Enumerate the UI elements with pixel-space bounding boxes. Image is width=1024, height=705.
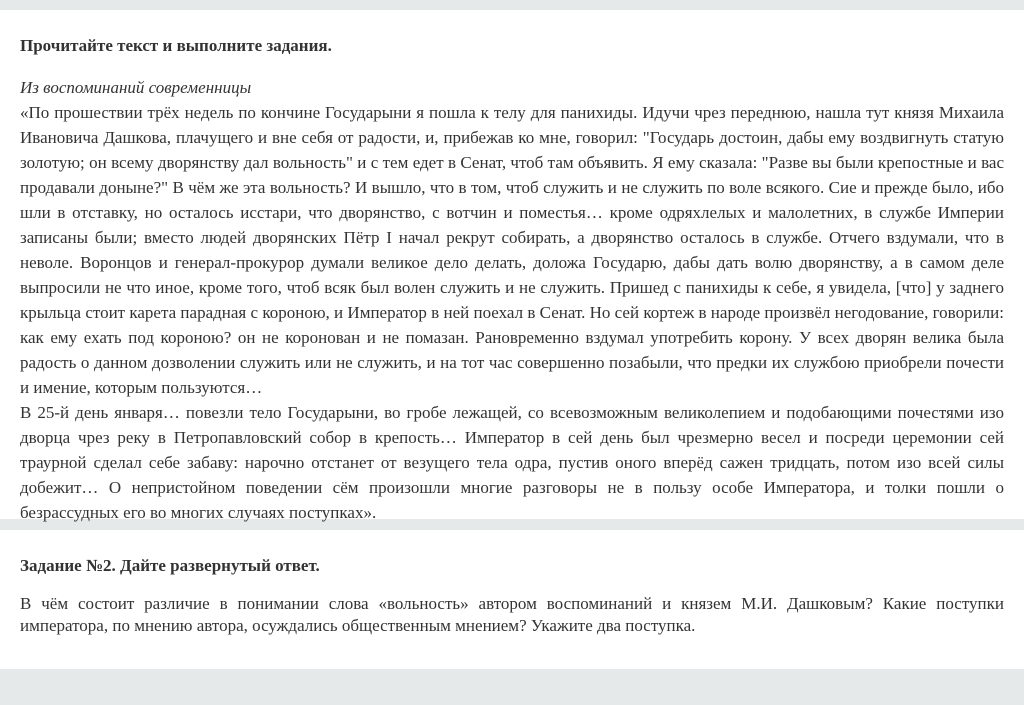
reading-text-card (0, 10, 1024, 522)
reading-instruction-heading: Прочитайте текст и выполните задания. (20, 36, 332, 55)
task-card (0, 530, 1024, 669)
memoir-paragraph-2: В 25-й день января… повезли тело Государыни, во гробе лежащей, со всевозможным великолепием и подобающими почестями изо дворца чрез реку в Петропавловский собор в крепость… Император в сей день был чрезмерно весел и посреди церемонии сей траурной сделал себе забаву: нарочно отстанет от везущего тела одра, пустив оного вперёд сажен тридцать, потом изо всей силы добежит… О непристойном поведении сём произошли многие разговоры не в пользу особе Императора, и толки пошли о безрассудных его во многих случаях поступках». (20, 403, 1004, 522)
memoir-paragraph-1: «По прошествии трёх недель по кончине Государыни я пошла к телу для панихиды. Идучи чрез переднюю, нашла тут князя Михаила Ивановича Дашкова, плачущего и вне себя от радости, и, прибежав ко мне, говорил: "Государь достоин, дабы ему воздвигнуть статую золотую; он всему дворянству дал вольность" и с тем едет в Сенат, чтоб там объявить. Я ему сказала: "Разве вы были крепостные и вас продавали доныне?" В чём же эта вольность? И вышло, что в том, чтоб служить и не служить по воле всякого. Сие и прежде было, ибо шли в отставку, но осталось исстари, что дворянство, с вотчин и поместья… кроме одряхлелых и малолетних, в службе Империи записаны были; вместо людей дворянских Пётр I начал рекрут собирать, а дворянство осталось в службе. Отчего вздумали, что в неволе. Воронцов и генерал-прокурор думали великое дело делать, доложа Государю, дабы дать волю дворянству, а в самом деле выпросили не что иное, кроме того, чтоб всяк был волен служить и не служить. Пришед с панихиды к себе, я увидела, [что] у заднего крыльца стоит карета парадная с короною, и Император в ней поехал в Сенат. Но сей кортеж в народе произвёл негодование, говорили: как ему ехать под короною? он не коронован и не помазан. Рановременно вздумал употребить корону. У всех дворян велика была радость о данном дозволении служить или не служить, и на тот час совершенно позабыли, что предки их службою приобрели почести и имение, которым пользуются… (20, 103, 1004, 397)
source-caption: Из воспоминаний современницы (20, 78, 252, 97)
task-question: В чём состоит различие в понимании слова «вольность» автором воспоминаний и князем М.И. Дашковым? Какие поступки императора, по мнению автора, осуждались общественным мнением? Укажите два поступка. (20, 594, 1004, 635)
task-heading: Задание №2. Дайте развернутый ответ. (20, 556, 320, 575)
